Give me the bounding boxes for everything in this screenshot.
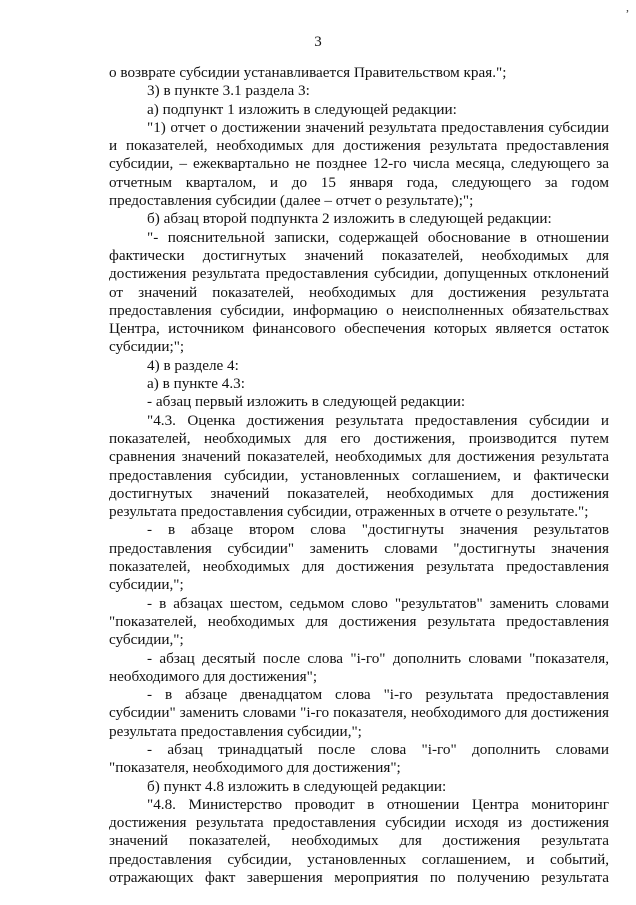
paragraph: а) в пункте 4.3:: [147, 375, 245, 393]
paragraph: - в абзаце двенадцатом слова "i-го результата предоставления субсидии" заменить словами "i-го показателя, необходимого для достижения результата предоставления субсидии,";: [109, 686, 609, 740]
paragraph: - в абзацах шестом, седьмом слово "результатов" заменить словами "показателей, необходимых для достижения результата предоставления субсидии,";: [109, 594, 609, 649]
page-number: 3: [314, 34, 322, 50]
paragraph: а) подпункт 1 изложить в следующей редакции:: [147, 100, 457, 118]
paragraph: о возврате субсидии устанавливается Правительством края.";: [109, 64, 507, 81]
document-body: [109, 64, 609, 887]
paragraph: 3) в пункте 3.1 раздела 3:: [147, 82, 310, 100]
paragraph: 4) в разделе 4:: [147, 356, 239, 374]
paragraph: б) абзац второй подпункта 2 изложить в следующей редакции:: [147, 210, 552, 228]
paragraph: - в абзаце втором слова "достигнуты значения результатов предоставления субсидии" заменить словами "достигнуты значения показателей, необходимых для достижения результата предоставления субсидии,";: [109, 521, 609, 594]
paragraph: - абзац тринадцатый после слова "i-го" дополнить словами "показателя, необходимого для достижения";: [109, 740, 609, 777]
paragraph: "4.8. Министерство проводит в отношении Центра мониторинг достижения результата предоставления субсидии исходя из достижения значений показателей, необходимых для достижения результата предоставления субсидии, установленных соглашением, и событий, отражающих факт завершения мероприятия по получению результата: [109, 795, 609, 887]
margin-mark: ,: [626, 0, 629, 14]
paragraph: - абзац первый изложить в следующей редакции:: [147, 393, 466, 411]
paragraph: б) пункт 4.8 изложить в следующей редакции:: [147, 777, 447, 795]
paragraph: "- пояснительной записки, содержащей обоснование в отношении фактически достигнутых значений показателей, необходимых для достижения результата предоставления субсидии, допущенных отклонений от значений показателей, необходимых для достижения результата предоставления субсидии, информацию о неисполненных обязательствах Центра, источником финансового обеспечения которых является остаток субсидии;";: [109, 228, 609, 356]
paragraph: - абзац десятый после слова "i-го" дополнить словами "показателя, необходимого для достижения";: [109, 649, 609, 685]
paragraph: "4.3. Оценка достижения результата предоставления субсидии и показателей, необходимых для его достижения, производится путем сравнения значений показателей, необходимых для достижения результата предоставления субсидии, установленных соглашением, и фактически достигнутых значений показателей, необходимых для достижения результата предоставления субсидии, отраженных в отчете о результате.";: [109, 411, 609, 521]
paragraph: "1) отчет о достижении значений результата предоставления субсидии и показателей, необходимых для достижения результата предоставления субсидии, – ежеквартально не позднее 12-го числа месяца, следующего за отчетным кварталом, и до 15 января года, следующего за годом предоставления субсидии (далее – отчет о результате);";: [109, 118, 609, 210]
